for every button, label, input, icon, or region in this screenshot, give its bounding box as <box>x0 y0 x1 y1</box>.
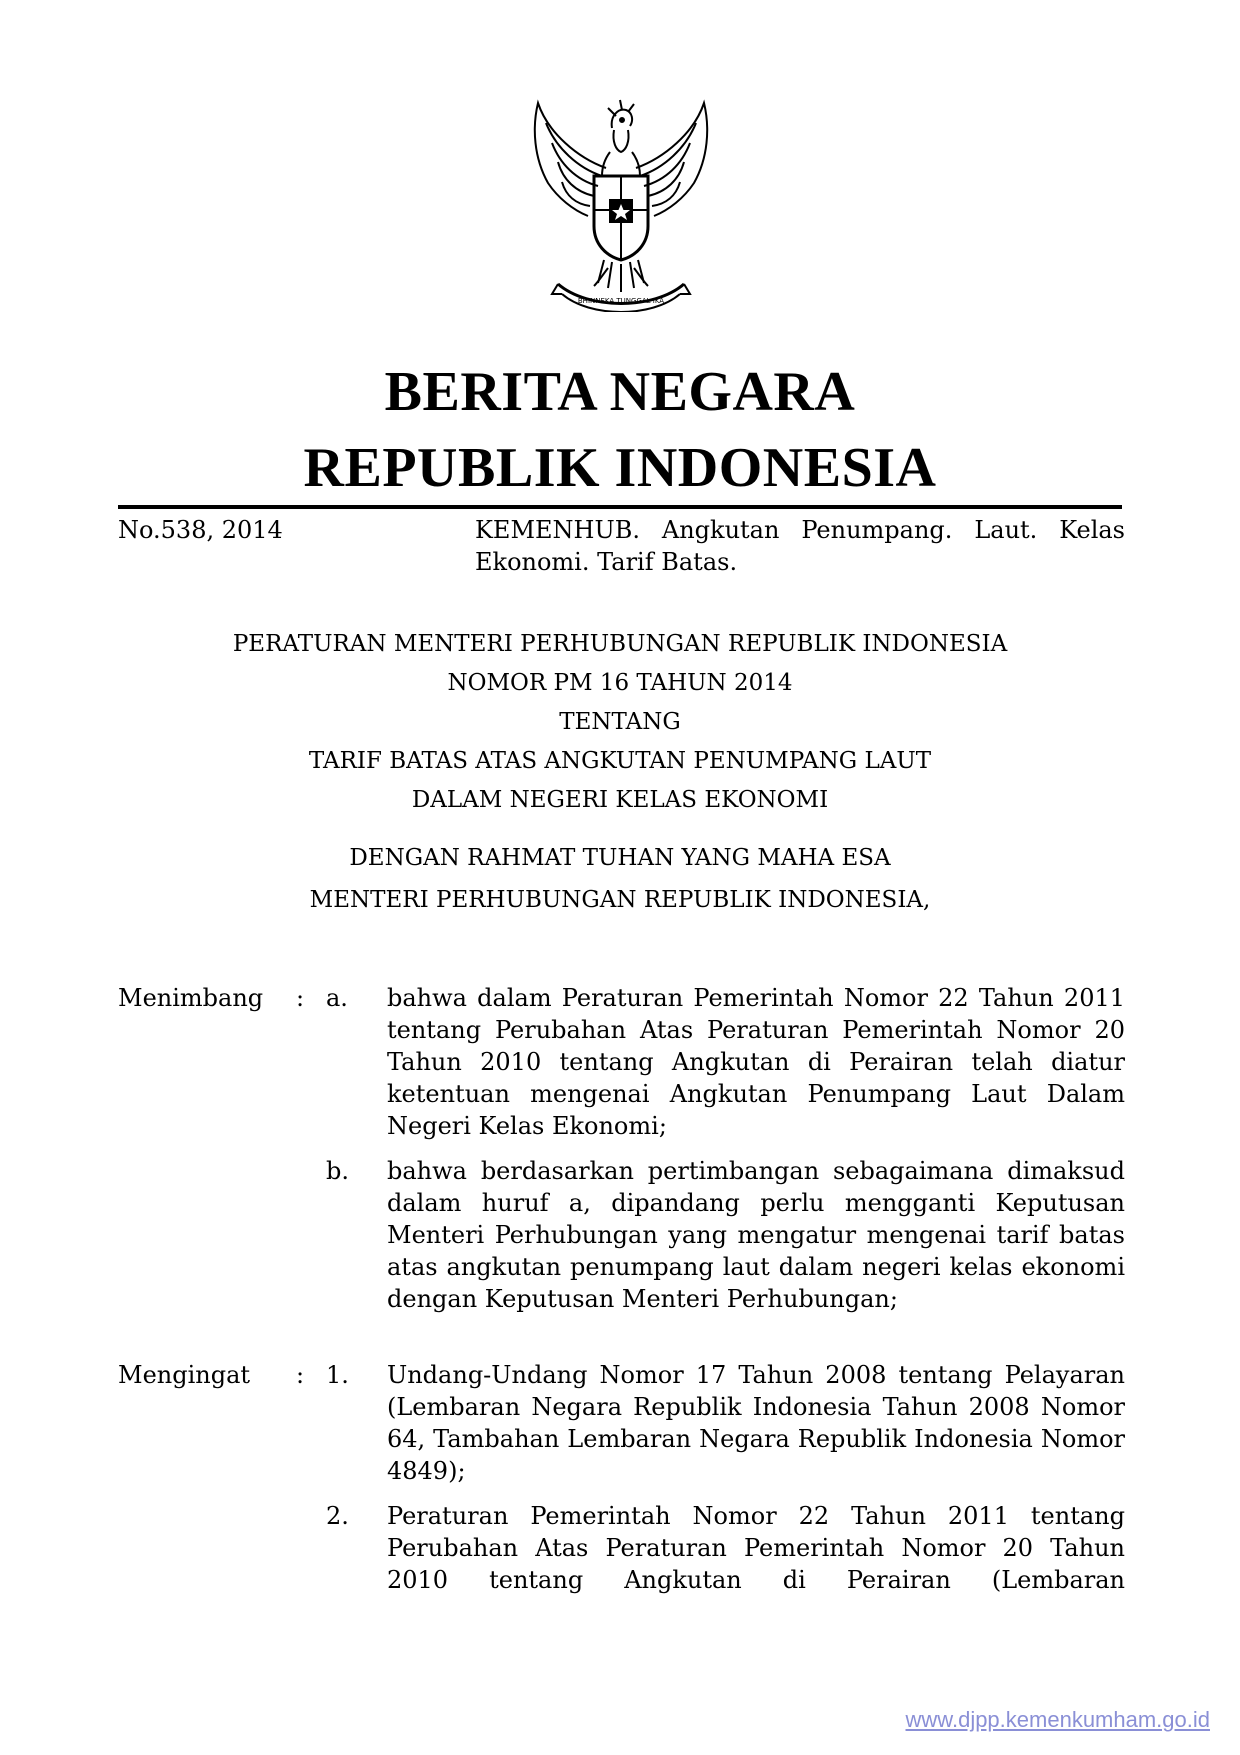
mengingat-colon: : <box>296 1361 305 1389</box>
regulation-title-line3: TENTANG <box>559 709 681 735</box>
mengingat-label: Mengingat <box>118 1361 251 1389</box>
masthead-title-line1: BERITA NEGARA <box>384 361 856 423</box>
menimbang-item-a: bahwa dalam Peraturan Pemerintah Nomor 22 Tahun 2011 tentang Perubahan Atas Peraturan Pemerintah Nomor 20 Tahun 2010 tentang Angkutan di Perairan telah diatur ketentuan mengenai Angkutan Penumpang Laut Dalam Negeri Kelas Ekonomi; <box>387 984 1125 1140</box>
gazette-number: No.538, 2014 <box>118 516 283 544</box>
regulation-title-line2: NOMOR PM 16 TAHUN 2014 <box>447 670 793 696</box>
emblem-motto: BHINNEKA TUNGGAL IKA <box>577 297 665 305</box>
masthead-divider <box>118 505 1122 509</box>
mengingat-item-1: Undang-Undang Nomor 17 Tahun 2008 tentang Pelayaran (Lembaran Negara Republik Indonesia Tahun 2008 Nomor 64, Tambahan Lembaran Negara Republik Indonesia Nomor 4849); <box>387 1361 1125 1485</box>
mengingat-marker-2: 2. <box>326 1502 349 1530</box>
regulation-title-line1: PERATURAN MENTERI PERHUBUNGAN REPUBLIK INDONESIA <box>232 631 1008 657</box>
mengingat-marker-1: 1. <box>326 1361 349 1389</box>
masthead-title-line2: REPUBLIK INDONESIA <box>303 437 937 499</box>
preamble-line1: DENGAN RAHMAT TUHAN YANG MAHA ESA <box>349 845 891 871</box>
menimbang-item-b: bahwa berdasarkan pertimbangan sebagaimana dimaksud dalam huruf a, dipandang perlu mengganti Keputusan Menteri Perhubungan yang mengatur mengenai tarif batas atas angkutan penumpang laut dalam negeri kelas ekonomi dengan Keputusan Menteri Perhubungan; <box>387 1157 1125 1313</box>
menimbang-marker-b: b. <box>326 1157 349 1185</box>
gazette-subject: KEMENHUB. Angkutan Penumpang. Laut. Kelas Ekonomi. Tarif Batas. <box>475 516 1125 576</box>
watermark-link[interactable]: www.djpp.kemenkumham.go.id <box>905 1707 1210 1732</box>
menimbang-colon: : <box>296 984 305 1012</box>
mengingat-item-2: Peraturan Pemerintah Nomor 22 Tahun 2011 tentang Perubahan Atas Peraturan Pemerintah Nomor 20 Tahun 2010 tentang Angkutan di Perairan (Lembaran <box>387 1502 1125 1594</box>
regulation-title-line5: DALAM NEGERI KELAS EKONOMI <box>411 787 829 813</box>
menimbang-label: Menimbang <box>118 984 264 1012</box>
garuda-emblem-icon <box>518 98 724 312</box>
regulation-title-line4: TARIF BATAS ATAS ANGKUTAN PENUMPANG LAUT <box>308 748 932 774</box>
preamble-line2: MENTERI PERHUBUNGAN REPUBLIK INDONESIA, <box>309 887 931 913</box>
menimbang-marker-a: a. <box>326 984 348 1012</box>
